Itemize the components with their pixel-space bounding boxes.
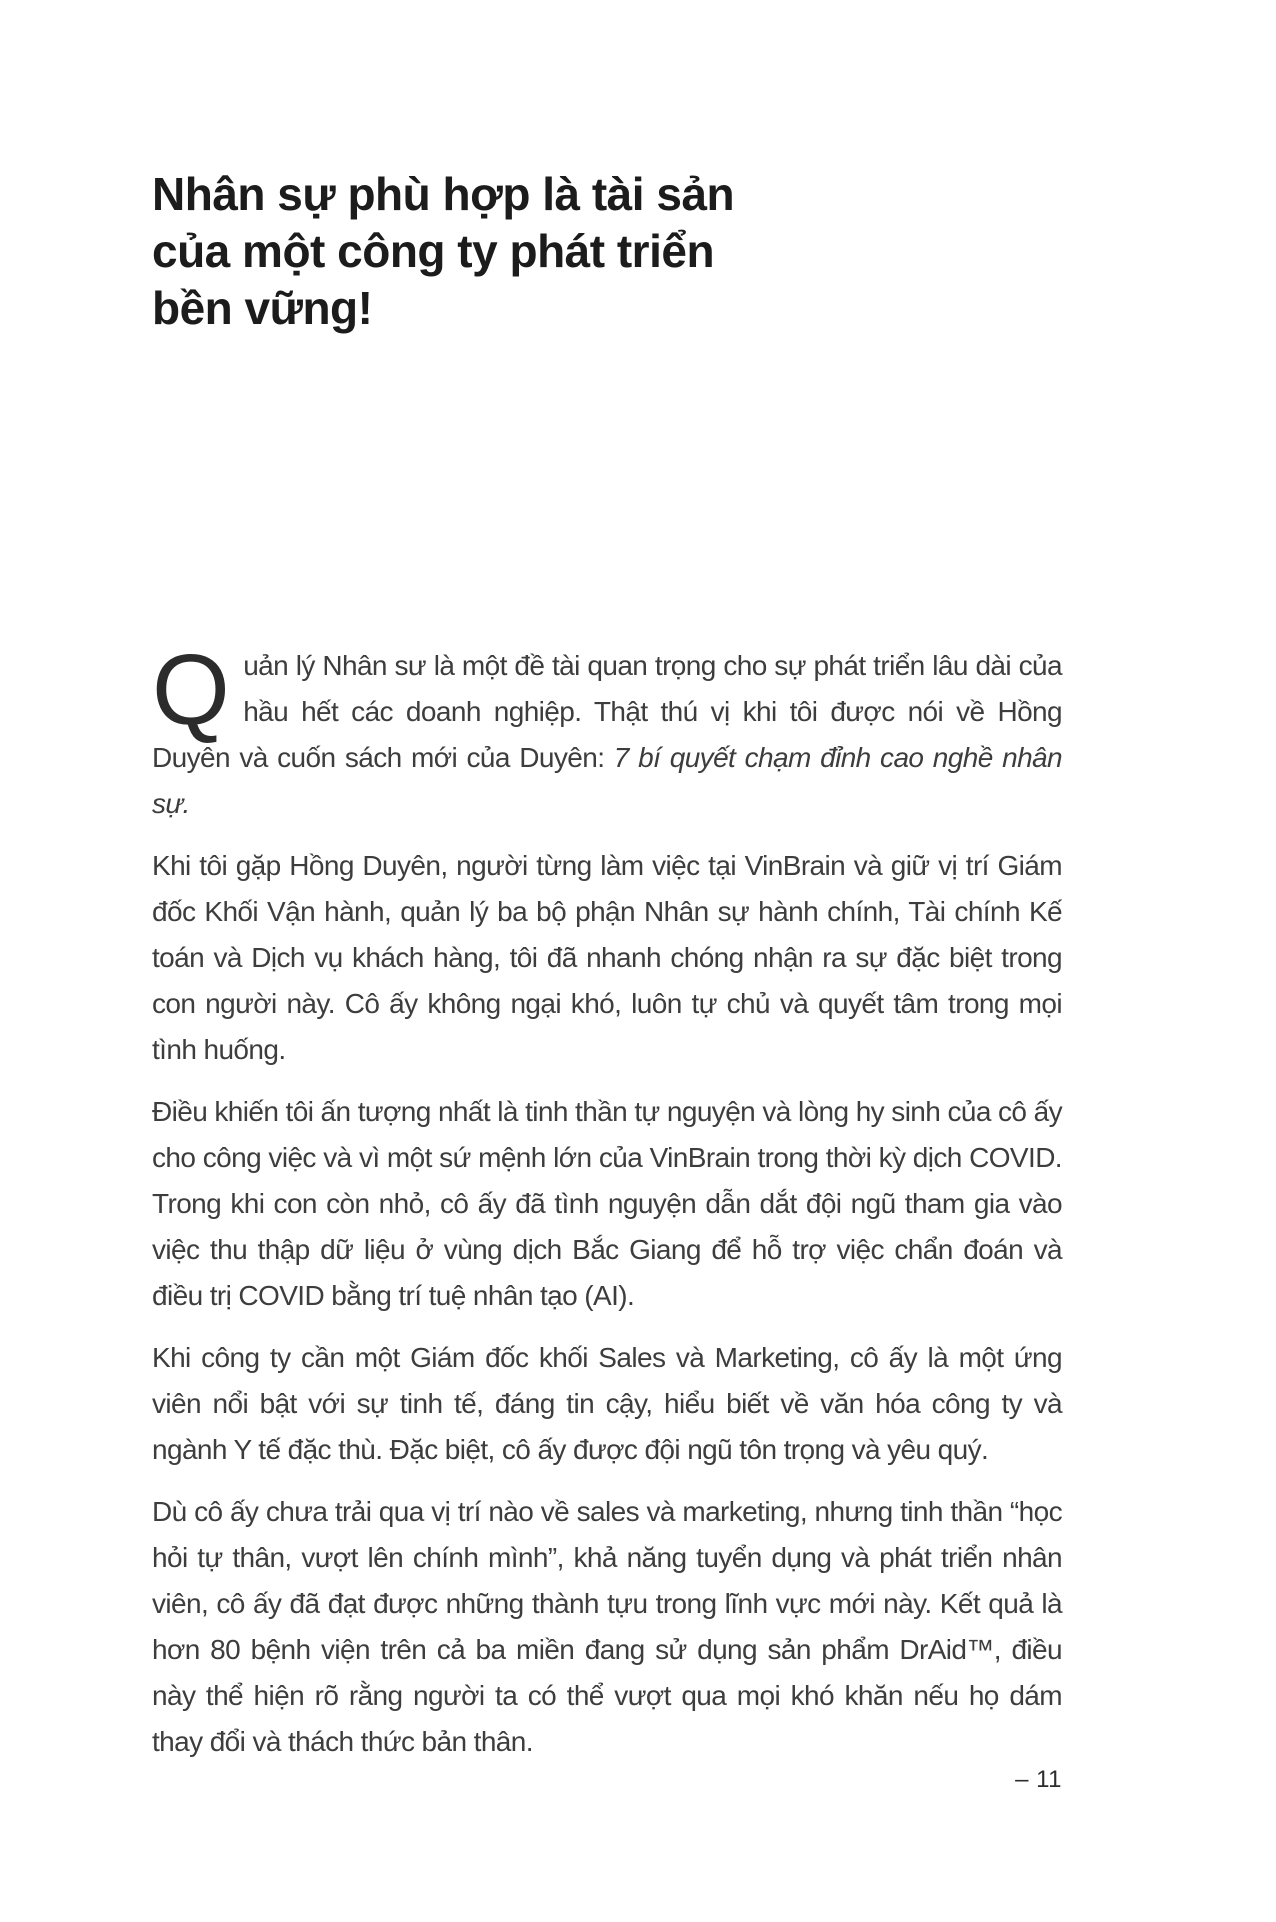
dropcap-letter: Q [152,634,230,746]
page-title [152,166,1062,337]
page-title-line-2: của một công ty phát triển [152,225,715,277]
paragraph-1 [152,634,1062,827]
paragraph-4: Khi công ty cần một Giám đốc khối Sales và Marketing, cô ấy là một ứng viên nổi bật với sự tinh tế, đáng tin cậy, hiểu biết về văn hóa công ty và ngành Y tế đặc thù. Đặc biệt, cô ấy được đội ngũ tôn trọng và yêu quý. [152,1342,1062,1465]
page-title-line-1: Nhân sự phù hợp là tài sản [152,168,735,220]
book-title-italic: 7 bí quyết chạm đỉnh cao nghề nhân sự. [152,742,1062,819]
page-number: – 11 [1015,1766,1062,1793]
paragraph-2: Khi tôi gặp Hồng Duyên, người từng làm việc tại VinBrain và giữ vị trí Giám đốc Khối Vận hành, quản lý ba bộ phận Nhân sự hành chính, Tài chính Kế toán và Dịch vụ khách hàng, tôi đã nhanh chóng nhận ra sự đặc biệt trong con người này. Cô ấy không ngại khó, luôn tự chủ và quyết tâm trong mọi tình huống. [152,850,1062,1065]
paragraph-1-text: uản lý Nhân sư là một đề tài quan trọng cho sự phát triển lâu dài của hầu hết các doanh nghiệp. Thật thú vị khi tôi được nói về Hồng Duyên và cuốn sách mới của Duyên: [152,650,1062,773]
paragraph-3: Điều khiến tôi ấn tượng nhất là tinh thần tự nguyện và lòng hy sinh của cô ấy cho công việc và vì một sứ mệnh lớn của VinBrain trong thời kỳ dịch COVID. Trong khi con còn nhỏ, cô ấy đã tình nguyện dẫn dắt đội ngũ tham gia vào việc thu thập dữ liệu ở vùng dịch Bắc Giang để hỗ trợ việc chẩn đoán và điều trị COVID bằng trí tuệ nhân tạo (AI). [152,1096,1062,1311]
page-title-line-3: bền vững! [152,282,373,334]
paragraph-5: Dù cô ấy chưa trải qua vị trí nào về sales và marketing, nhưng tinh thần “học hỏi tự thân, vượt lên chính mình”, khả năng tuyển dụng và phát triển nhân viên, cô ấy đã đạt được những thành tựu trong lĩnh vực mới này. Kết quả là hơn 80 bệnh viện trên cả ba miền đang sử dụng sản phẩm DrAid™, điều này thể hiện rõ rằng người ta có thể vượt qua mọi khó khăn nếu họ dám thay đổi và thách thức bản thân. [152,1496,1062,1757]
text-column [152,166,1062,1765]
